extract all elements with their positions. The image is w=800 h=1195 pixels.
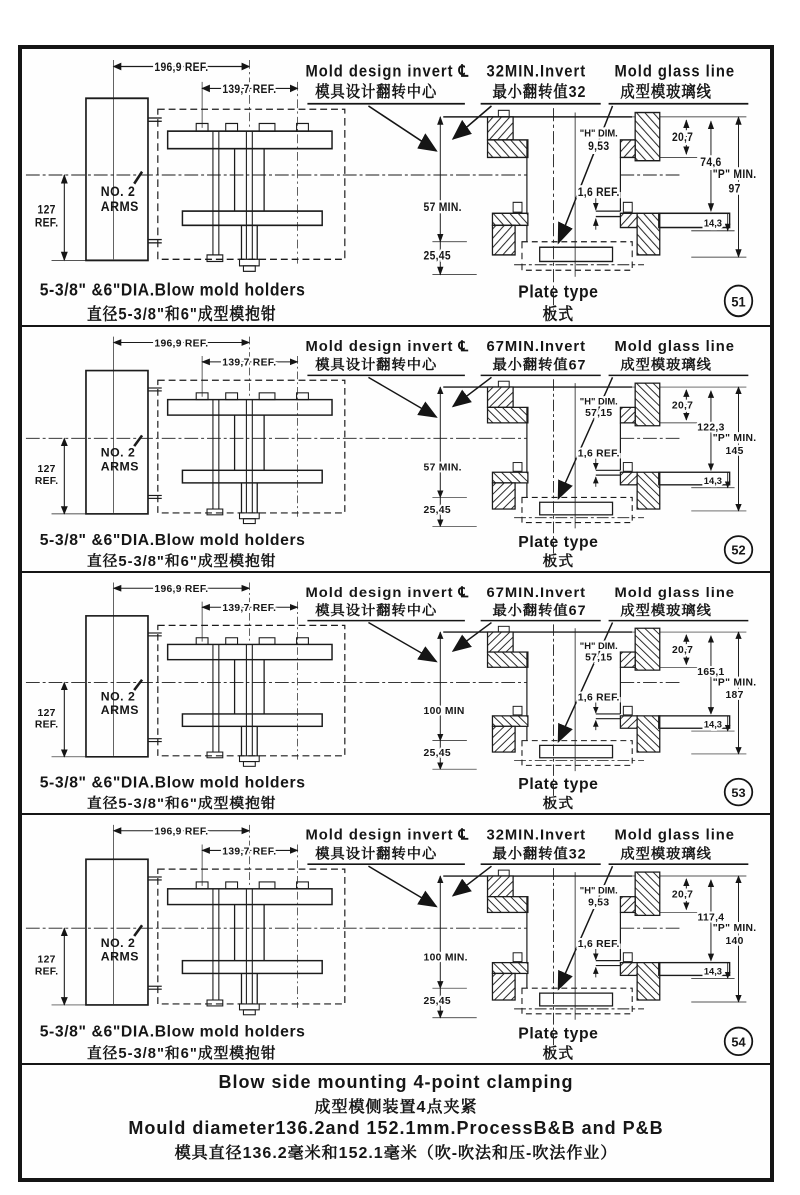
- panel-captions: [40, 280, 753, 324]
- panel-number: 51: [731, 293, 746, 310]
- plate-caption-zh: 板式: [542, 554, 575, 571]
- min-left-label: 100 MIN.: [423, 952, 468, 964]
- dim-2545-label: 25,45: [423, 747, 451, 759]
- dim-1397-label: 139,7 REF.: [222, 83, 277, 96]
- glass-line-label-zh: 成型模玻璃线: [620, 356, 712, 373]
- h-dim-label: "H" DIM.: [579, 396, 618, 407]
- plate-caption-en: Plate type: [518, 533, 599, 551]
- panel-captions: [40, 532, 753, 570]
- plate-dimension-texts: [424, 128, 757, 262]
- panel-number: 54: [731, 1034, 746, 1050]
- dim-127-label-2: REF.: [34, 966, 59, 978]
- p-min-label: "P" MIN.: [712, 168, 757, 182]
- p-min-label: "P" MIN.: [712, 923, 757, 935]
- drawing-sheet: [18, 45, 774, 1182]
- panel-number: 52: [731, 543, 746, 558]
- holder-caption-en: 5-3/8" &6"DIA.Blow mold holders: [39, 774, 306, 792]
- panel-drawing: [22, 573, 770, 813]
- plate-caption-zh: 板式: [542, 305, 575, 324]
- holder-dimension-texts: [35, 584, 277, 730]
- footer-subtitle-zh: 模具直径136.2毫米和152.1毫米（吹-吹法和压-吹法作业）: [174, 1145, 618, 1162]
- dim-1969-label: 196,9 REF.: [154, 826, 209, 838]
- invert-value-label-en: 32MIN.Invert: [486, 62, 587, 81]
- h-dim-value: 57,15: [585, 408, 613, 420]
- design-invert-label-zh: 模具设计翻转中心: [315, 846, 438, 863]
- dim-16ref-label: 1,6 REF.: [577, 938, 620, 950]
- dim-127-label-1: 127: [37, 464, 56, 476]
- glass-line-label-zh: 成型模玻璃线: [620, 602, 712, 618]
- dim-207-label: 20,7: [671, 645, 694, 656]
- dim-1969-label: 196,9 REF.: [154, 338, 209, 350]
- dim-1969-label: 196,9 REF.: [154, 61, 209, 75]
- footer-title-zh: 成型模侧装置4点夹紧: [314, 1099, 478, 1116]
- h-dim-label: "H" DIM.: [579, 641, 618, 652]
- h-dim-value: 9,53: [588, 897, 610, 909]
- arms-label-2: ARMS: [100, 198, 139, 215]
- p-min-value: 97: [728, 183, 741, 196]
- dim-1397-label: 139,7 REF.: [222, 603, 277, 615]
- design-invert-label-en: Mold design invert ℄: [305, 827, 470, 844]
- arms-label-1: NO. 2: [100, 935, 136, 950]
- dim-16ref-label: 1,6 REF.: [577, 692, 620, 704]
- dim-143-label: 14,3: [703, 218, 723, 230]
- arms-label-2: ARMS: [100, 703, 139, 717]
- arms-label-1: NO. 2: [100, 445, 136, 460]
- dim-16ref-label: 1,6 REF.: [577, 186, 620, 199]
- invert-value-label-en: 67MIN.Invert: [486, 339, 587, 356]
- design-invert-label-en: Mold design invert ℄: [305, 62, 470, 81]
- glass-line-label-en: Mold glass line: [614, 62, 736, 81]
- dim-16ref-label: 1,6 REF.: [577, 448, 620, 460]
- dim-207-label: 20,7: [671, 889, 694, 901]
- h-dim-value: 57,15: [585, 652, 613, 664]
- plate-caption-zh: 板式: [542, 1046, 575, 1063]
- min-left-label: 57 MIN.: [423, 201, 462, 215]
- holder-caption-en: 5-3/8" &6"DIA.Blow mold holders: [39, 1023, 306, 1041]
- dim-127-label-1: 127: [37, 707, 56, 719]
- glass-line-label-en: Mold glass line: [614, 585, 736, 601]
- dim-143-label: 14,3: [703, 719, 723, 730]
- plate-dimension-texts: [424, 397, 757, 516]
- dim-207-label: 20,7: [671, 131, 694, 145]
- panel-number: 53: [731, 785, 746, 800]
- panel-drawing: [22, 327, 770, 571]
- panel-captions: [40, 1023, 753, 1062]
- design-invert-label-en: Mold design invert ℄: [305, 339, 469, 356]
- dim-143-label: 14,3: [703, 475, 723, 486]
- min-left-label: 57 MIN.: [423, 462, 462, 474]
- design-invert-label-zh: 模具设计翻转中心: [315, 602, 438, 618]
- design-invert-label-zh: 模具设计翻转中心: [315, 83, 438, 102]
- invert-value-label-en: 67MIN.Invert: [486, 585, 587, 601]
- dim-2545-label: 25,45: [423, 504, 451, 516]
- design-invert-label-en: Mold design invert ℄: [305, 585, 470, 601]
- p-min-value: 145: [725, 445, 744, 457]
- holder-dimension-texts: [35, 61, 277, 229]
- panel-52: [22, 327, 770, 573]
- dim-1397-label: 139,7 REF.: [222, 846, 277, 858]
- footer-title-en: Blow side mounting 4-point clamping: [218, 1072, 574, 1092]
- dim-143-label: 14,3: [703, 966, 722, 977]
- holder-dimension-texts: [35, 338, 277, 486]
- holder-dimension-texts: [35, 827, 277, 978]
- holder-caption-zh: 直径5-3/8"和6"成型模抱钳: [86, 796, 277, 813]
- invert-value-label-zh: 最小翻转值67: [492, 602, 587, 618]
- glass-line-label-en: Mold glass line: [614, 827, 735, 844]
- dim-127-label-2: REF.: [34, 216, 59, 230]
- panel-51: [22, 49, 770, 327]
- dim-1397-label: 139,7 REF.: [222, 357, 277, 369]
- invert-value-label-en: 32MIN.Invert: [486, 827, 587, 844]
- panel-53: [22, 573, 770, 815]
- dim-2545-label: 25,45: [423, 249, 451, 263]
- glass-line-label-zh: 成型模玻璃线: [620, 846, 712, 863]
- footer-subtitle-en: Mould diameter136.2and 152.1mm.ProcessB&B and P&B: [128, 1118, 664, 1138]
- arms-label-1: NO. 2: [100, 689, 136, 704]
- dim-207-label: 20,7: [671, 400, 694, 412]
- holder-caption-en: 5-3/8" &6"DIA.Blow mold holders: [39, 531, 306, 549]
- mid-dim-value: 165,1: [697, 667, 725, 678]
- plate-caption-en: Plate type: [518, 1025, 599, 1043]
- plate-caption-zh: 板式: [542, 796, 575, 813]
- invert-value-label-zh: 最小翻转值32: [492, 846, 587, 863]
- arms-label-1: NO. 2: [100, 183, 136, 199]
- mid-dim-value: 117,4: [697, 912, 725, 924]
- plate-dimension-texts: [424, 641, 757, 758]
- design-invert-label-zh: 模具设计翻转中心: [315, 356, 438, 373]
- glass-line-label-en: Mold glass line: [614, 339, 735, 356]
- dim-127-label-1: 127: [37, 203, 56, 217]
- dim-1969-label: 196,9 REF.: [154, 584, 209, 595]
- panel-drawing: [22, 815, 770, 1063]
- p-min-label: "P" MIN.: [712, 677, 757, 689]
- p-min-value: 187: [725, 689, 744, 701]
- mid-dim-value: 74,6: [700, 156, 722, 170]
- panel-drawing: [22, 49, 770, 325]
- holder-caption-en: 5-3/8" &6"DIA.Blow mold holders: [39, 279, 306, 300]
- footer-caption-block: [22, 1065, 770, 1178]
- glass-line-label-zh: 成型模玻璃线: [620, 83, 712, 102]
- plate-dimension-texts: [424, 886, 757, 1007]
- dim-127-label-2: REF.: [34, 719, 59, 731]
- holder-caption-zh: 直径5-3/8"和6"成型模抱钳: [86, 554, 277, 571]
- panel-captions: [40, 775, 753, 813]
- invert-value-label-zh: 最小翻转值32: [492, 83, 587, 102]
- h-dim-label: "H" DIM.: [579, 128, 618, 140]
- arms-label-2: ARMS: [100, 949, 139, 964]
- min-left-label: 100 MIN: [423, 706, 465, 717]
- h-dim-value: 9,53: [588, 140, 610, 153]
- plate-caption-en: Plate type: [518, 776, 599, 794]
- h-dim-label: "H" DIM.: [579, 885, 618, 896]
- invert-value-label-zh: 最小翻转值67: [492, 356, 587, 373]
- plate-caption-en: Plate type: [518, 281, 599, 302]
- p-min-label: "P" MIN.: [712, 433, 757, 445]
- arms-label-2: ARMS: [100, 459, 139, 474]
- p-min-value: 140: [725, 935, 744, 947]
- dim-2545-label: 25,45: [423, 995, 451, 1007]
- dim-127-label-2: REF.: [34, 475, 59, 487]
- holder-caption-zh: 直径5-3/8"和6"成型模抱钳: [86, 305, 277, 324]
- holder-caption-zh: 直径5-3/8"和6"成型模抱钳: [86, 1046, 277, 1063]
- mid-dim-value: 122,3: [697, 422, 725, 434]
- panel-54: [22, 815, 770, 1065]
- dim-127-label-1: 127: [37, 954, 56, 966]
